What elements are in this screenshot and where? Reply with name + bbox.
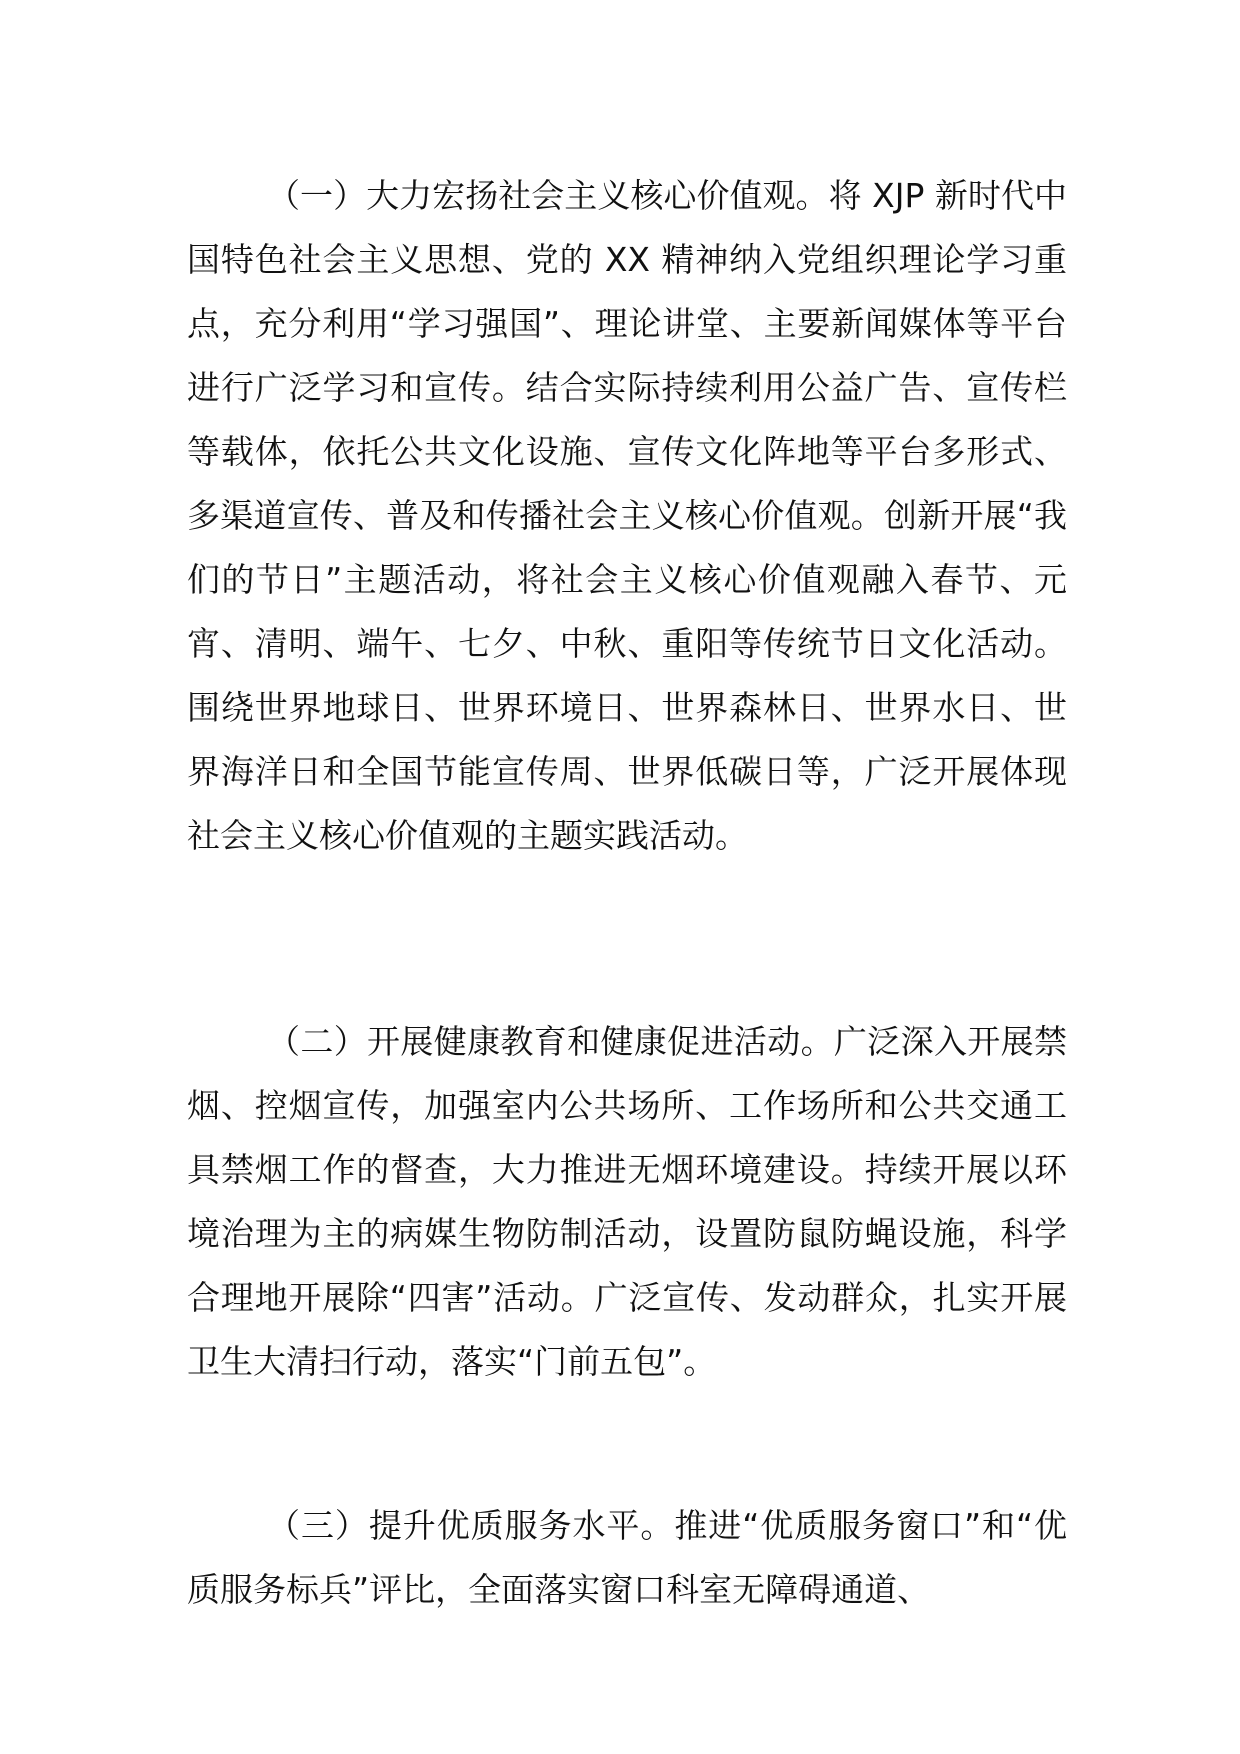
paragraph-service-quality: （三）提升优质服务水平。推进“优质服务窗口”和“优质服务标兵”评比，全面落实窗口科室无障碍通道、 <box>187 1506 1067 1609</box>
paragraph-health-education: （二）开展健康教育和健康促进活动。广泛深入开展禁烟、控烟宣传，加强室内公共场所、工作场所和公共交通工具禁烟工作的督查，大力推进无烟环境建设。持续开展以环境治理为主的病媒生物防制活动，设置防鼠防蝇设施，科学合理地开展除“四害”活动。广泛宣传、发动群众，扎实开展卫生大清扫行动，落实“门前五包”。 <box>187 1022 1067 1381</box>
paragraph-core-values: （一）大力宏扬社会主义核心价值观。将 XJP 新时代中国特色社会主义思想、党的 XX 精神纳入党组织理论学习重点，充分利用“学习强国”、理论讲堂、主要新闻媒体等平台进行广泛学习和宣传。结合实际持续利用公益广告、宣传栏等载体，依托公共文化设施、宣传文化阵地等平台多形式、多渠道宣传、普及和传播社会主义核心价值观。创新开展“我们的节日”主题活动，将社会主义核心价值观融入春节、元宵、清明、端午、七夕、中秋、重阳等传统节日文化活动。围绕世界地球日、世界环境日、世界森林日、世界水日、世界海洋日和全国节能宣传周、世界低碳日等，广泛开展体现社会主义核心价值观的主题实践活动。 <box>187 176 1067 855</box>
